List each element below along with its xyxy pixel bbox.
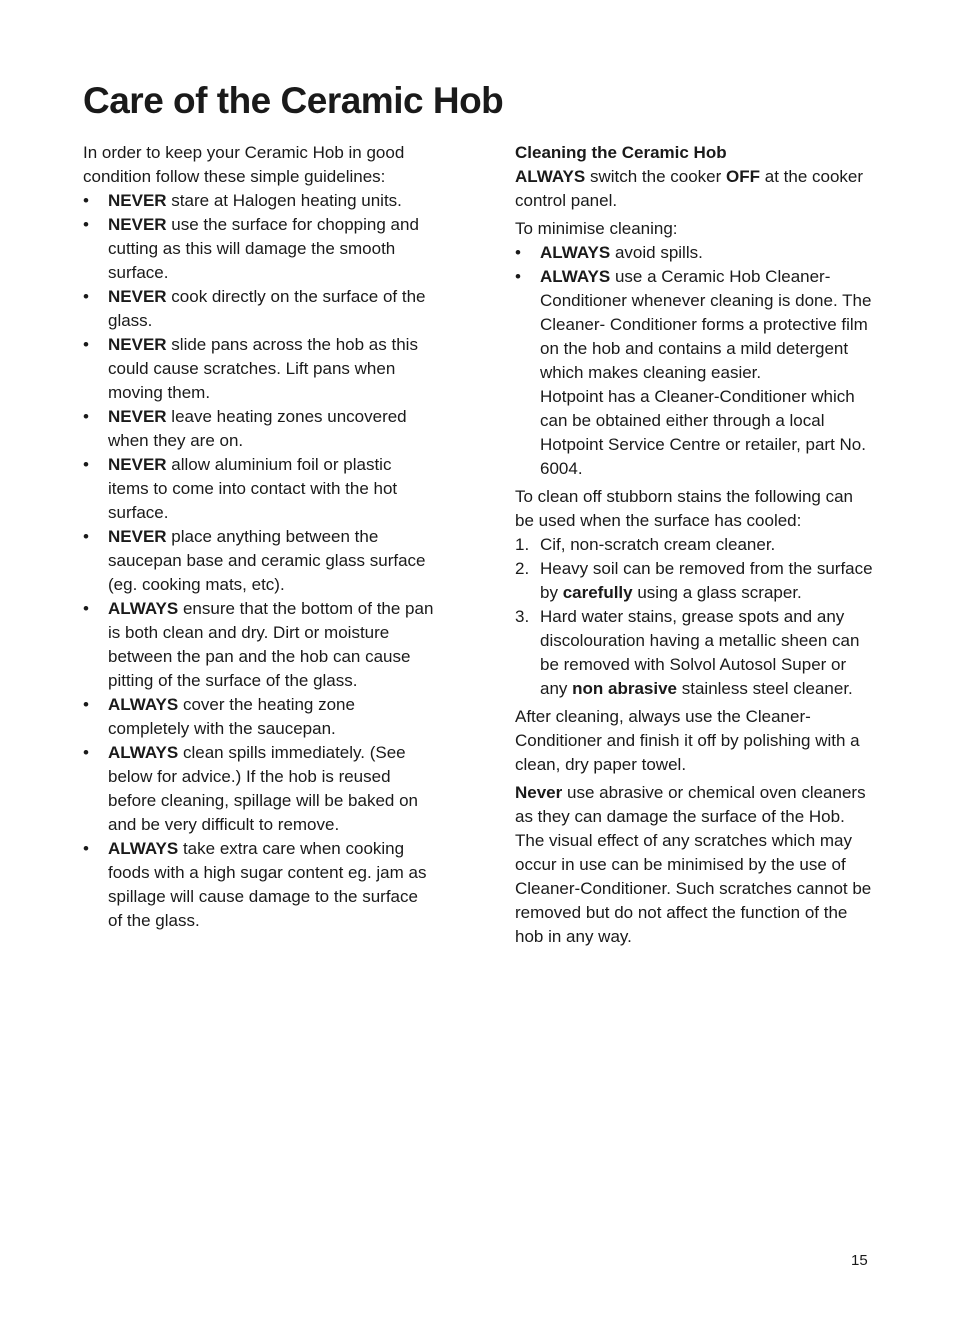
step-number: 3. — [515, 607, 530, 626]
hotpoint-note: Hotpoint has a Cleaner-Conditioner which can be obtained either through a local Hotpoint Service Centre or retailer, part No. 6004. — [540, 387, 866, 478]
step-text: Hard water stains, grease spots and any discolouration having a metallic sheen can be removed with Solvol Autosol Super or any — [540, 607, 860, 698]
list-item — [515, 241, 875, 265]
list-item — [83, 285, 435, 333]
step-text: Heavy soil can be removed from the surface by — [540, 559, 873, 602]
list-item — [515, 557, 875, 605]
bullet-marker: • — [83, 839, 89, 858]
item-keyword: NEVER — [108, 455, 167, 474]
step-number: 1. — [515, 535, 530, 554]
item-keyword: NEVER — [108, 287, 167, 306]
item-text: clean spills immediately. (See below for advice.) If the hob is reused before cleaning, spillage will be baked on and be very difficult to remove. — [108, 743, 418, 834]
item-keyword: ALWAYS — [108, 743, 179, 762]
bullet-marker: • — [83, 743, 89, 762]
step-text-end: using a glass scraper. — [632, 583, 802, 602]
scratches-paragraph: The visual effect of any scratches which may occur in use can be minimised by the use of Cleaner-Conditioner. Such scratches cannot be removed but do not affect the function of the hob in any way. — [515, 831, 872, 946]
section-heading — [515, 141, 875, 165]
page-title: Care of the Ceramic Hob — [83, 80, 504, 121]
intro-paragraph: In order to keep your Ceramic Hob in good condition follow these simple guidelines: — [83, 143, 405, 186]
item-keyword: NEVER — [108, 191, 167, 210]
list-item — [515, 265, 875, 481]
list-item — [515, 605, 875, 701]
cleaning-heading: Cleaning the Ceramic Hob — [515, 143, 727, 162]
item-keyword: NEVER — [108, 407, 167, 426]
never-paragraph — [515, 781, 875, 829]
list-item — [83, 525, 435, 597]
switch-text-end: at the cooker control panel. — [515, 167, 864, 210]
list-item — [83, 741, 435, 837]
bullet-marker: • — [83, 335, 89, 354]
item-text: use the surface for chopping and cutting as this will damage the smooth surface. — [108, 215, 419, 282]
list-item — [83, 213, 435, 285]
item-keyword: NEVER — [108, 215, 167, 234]
item-keyword: ALWAYS — [540, 243, 611, 262]
step-text: Cif, non-scratch cream cleaner. — [540, 535, 776, 554]
item-text: ensure that the bottom of the pan is both clean and dry. Dirt or moisture between the pan and the hob can cause pitting of the surface of the glass. — [108, 599, 434, 690]
item-keyword: ALWAYS — [540, 267, 611, 286]
item-keyword: NEVER — [108, 335, 167, 354]
bullet-marker: • — [83, 287, 89, 306]
item-text: cover the heating zone completely with the saucepan. — [108, 695, 355, 738]
after-cleaning-paragraph: After cleaning, always use the Cleaner-Conditioner and finish it off by polishing with a clean, dry paper towel. — [515, 707, 860, 774]
item-text: cook directly on the surface of the glass. — [108, 287, 426, 330]
bullet-marker: • — [515, 243, 521, 262]
step-number: 2. — [515, 559, 530, 578]
guidelines-list — [83, 189, 435, 933]
item-text: avoid spills. — [610, 243, 703, 262]
item-text: take extra care when cooking foods with a high sugar content eg. jam as spillage will cause damage to the surface of the glass. — [108, 839, 427, 930]
bullet-marker: • — [83, 455, 89, 474]
bullet-marker: • — [515, 267, 521, 286]
list-item — [83, 189, 435, 213]
list-item — [515, 533, 875, 557]
left-column — [83, 141, 435, 933]
list-item — [83, 453, 435, 525]
switch-text: switch the cooker — [585, 167, 727, 186]
list-item — [83, 693, 435, 741]
always-keyword: ALWAYS — [515, 167, 586, 186]
item-text: allow aluminium foil or plastic items to come into contact with the hot surface. — [108, 455, 398, 522]
cleaning-steps-list — [515, 533, 875, 701]
step-emphasis: non abrasive — [572, 679, 678, 698]
bullet-marker: • — [83, 527, 89, 546]
item-text: leave heating zones uncovered when they are on. — [108, 407, 407, 450]
switch-off-paragraph — [515, 165, 875, 213]
minimise-list — [515, 241, 875, 481]
item-keyword: ALWAYS — [108, 599, 179, 618]
bullet-marker: • — [83, 407, 89, 426]
list-item — [83, 837, 435, 933]
item-text: use a Ceramic Hob Cleaner-Conditioner whenever cleaning is done. The Cleaner- Conditioner forms a protective film on the hob and contains a mild detergent which makes cleaning easier. — [540, 267, 872, 382]
item-keyword: ALWAYS — [108, 839, 179, 858]
minimise-paragraph: To minimise cleaning: — [515, 219, 678, 238]
off-keyword: OFF — [726, 167, 761, 186]
bullet-marker: • — [83, 599, 89, 618]
list-item — [83, 333, 435, 405]
stubborn-stains-paragraph: To clean off stubborn stains the following can be used when the surface has cooled: — [515, 487, 854, 530]
right-column — [515, 141, 875, 949]
bullet-marker: • — [83, 215, 89, 234]
list-item — [83, 405, 435, 453]
item-keyword: NEVER — [108, 527, 167, 546]
list-item — [83, 597, 435, 693]
never-keyword: Never — [515, 783, 563, 802]
item-keyword: ALWAYS — [108, 695, 179, 714]
step-emphasis: carefully — [562, 583, 633, 602]
item-text: place anything between the saucepan base and ceramic glass surface (eg. cooking mats, etc). — [108, 527, 426, 594]
item-text: slide pans across the hob as this could cause scratches. Lift pans when moving them. — [108, 335, 418, 402]
page-number: 15 — [851, 1252, 868, 1269]
step-text-end: stainless steel cleaner. — [677, 679, 853, 698]
never-text: use abrasive or chemical oven cleaners as they can damage the surface of the Hob. — [515, 783, 866, 826]
item-text: stare at Halogen heating units. — [166, 191, 402, 210]
bullet-marker: • — [83, 695, 89, 714]
bullet-marker: • — [83, 191, 89, 210]
